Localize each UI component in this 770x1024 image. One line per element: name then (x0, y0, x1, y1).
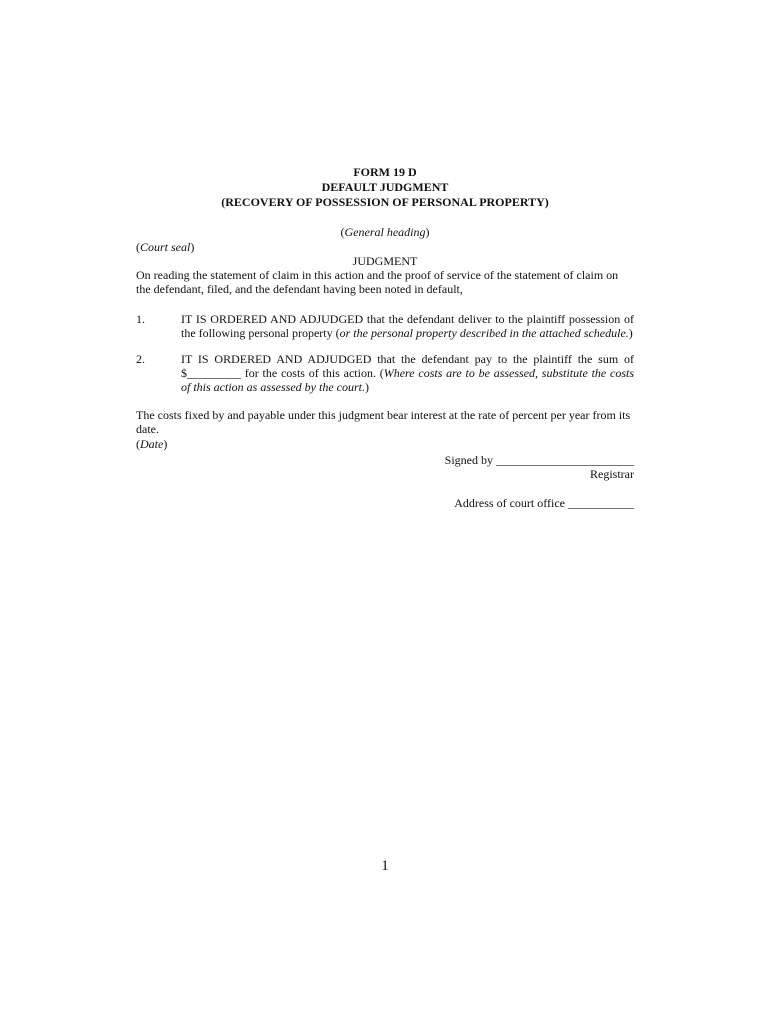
date-label: Date (140, 437, 164, 451)
order-item-number: 1. (136, 312, 145, 326)
court-seal-text: Court seal (140, 240, 191, 254)
registrar-label: Registrar (590, 467, 634, 481)
page-number: 1 (381, 858, 389, 874)
form-title: DEFAULT JUDGMENT (321, 180, 449, 194)
court-seal: (Court seal) (136, 240, 195, 254)
judgment-label: JUDGMENT (352, 254, 418, 268)
interest-paragraph: The costs fixed by and payable under this judgment bear interest at the rate of percent per year from its date. (136, 408, 631, 436)
order-item-main: IT IS ORDERED AND ADJUDGED that the defendant pay to the plaintiff the sum of $_________ for the costs of this action. ( (181, 352, 634, 380)
order-item-main: IT IS ORDERED AND ADJUDGED that the defendant deliver to the plaintiff possession of the following personal property ( (181, 312, 634, 340)
order-item-italic: or the personal property described in the attached schedule. (339, 326, 629, 340)
order-item-tail: ) (628, 326, 633, 340)
order-item-number: 2. (136, 352, 145, 366)
signed-by-line: Signed by _______________________ (444, 453, 634, 467)
order-item-italic: Where costs are to be assessed, substitute the costs of this action as assessed by the court. (181, 366, 635, 394)
order-item-text (181, 352, 634, 394)
court-office-address-line: Address of court office ___________ (454, 496, 634, 510)
form-title-block (136, 165, 634, 210)
form-subtitle: (RECOVERY OF POSSESSION OF PERSONAL PROPERTY) (221, 195, 549, 209)
intro-paragraph: On reading the statement of claim in this action and the proof of service of the statement of claim on the defendant, filed, and the defendant having been noted in default, (136, 268, 619, 296)
order-item-text (181, 312, 634, 340)
general-heading: (General heading) (340, 225, 430, 239)
form-number: FORM 19 D (353, 165, 417, 179)
general-heading-text: General heading (344, 225, 426, 239)
date-line: (Date) (136, 437, 168, 451)
order-item-tail: ) (364, 380, 369, 394)
